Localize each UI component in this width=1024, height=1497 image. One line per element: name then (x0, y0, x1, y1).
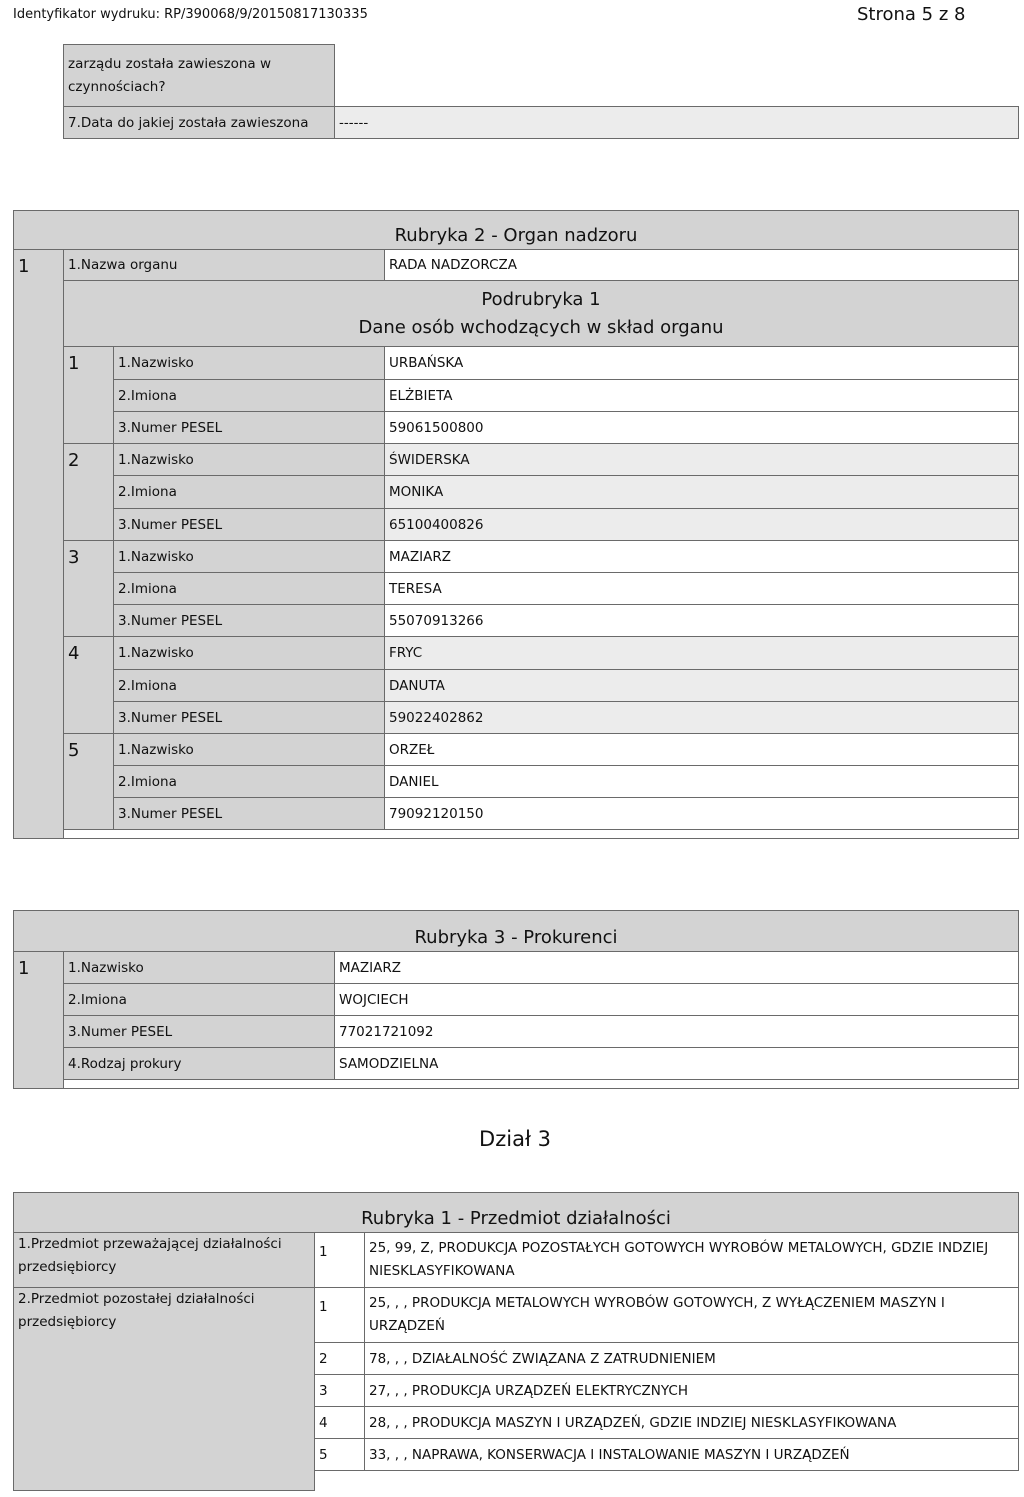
prokurent-names-value: WOJCIECH (335, 984, 1019, 1016)
pesel-label: 3.Numer PESEL (114, 605, 385, 637)
other-activity-number: 4 (315, 1407, 365, 1439)
pesel-value: 55070913266 (385, 605, 1019, 637)
suspension-question-value (335, 45, 1019, 107)
rubryka-2-spacer (64, 830, 1019, 839)
other-activity-number: 1 (315, 1288, 365, 1343)
organ-entry-number: 1 (14, 250, 64, 839)
main-activity-label: 1.Przedmiot przeważającej działalności przedsiębiorcy (14, 1233, 315, 1288)
first-names-label: 2.Imiona (114, 380, 385, 412)
rubryka-2-title: Rubryka 2 - Organ nadzoru (14, 211, 1019, 250)
pesel-label: 3.Numer PESEL (114, 412, 385, 444)
first-names-value: MONIKA (385, 476, 1019, 509)
top-continuation-table (63, 44, 1019, 139)
other-activity-number: 2 (315, 1343, 365, 1375)
rubryka-3-title: Rubryka 3 - Prokurenci (14, 911, 1019, 952)
rubryka-3-table (13, 910, 1019, 1089)
organ-name-label: 1.Nazwa organu (64, 250, 385, 281)
pesel-value: 59022402862 (385, 702, 1019, 734)
rubryka-1-spacer (315, 1471, 1019, 1491)
first-names-value: ELŻBIETA (385, 380, 1019, 412)
person-number: 1 (64, 347, 114, 444)
suspension-question-label: zarządu została zawieszona w czynnościach? (64, 45, 335, 107)
first-names-label: 2.Imiona (114, 670, 385, 702)
other-activity-value: 25, , , PRODUKCJA METALOWYCH WYROBÓW GOTOWYCH, Z WYŁĄCZENIEM MASZYN I URZĄDZEŃ (365, 1288, 1019, 1343)
person-number: 2 (64, 444, 114, 541)
surname-value: ORZEŁ (385, 734, 1019, 766)
first-names-label: 2.Imiona (114, 766, 385, 798)
person-number: 3 (64, 541, 114, 637)
prokurent-names-label: 2.Imiona (64, 984, 335, 1016)
other-activity-number: 5 (315, 1439, 365, 1471)
surname-value: URBAŃSKA (385, 347, 1019, 380)
section-title-dzial-3: Dział 3 (479, 1127, 551, 1151)
first-names-label: 2.Imiona (114, 573, 385, 605)
organ-name-value: RADA NADZORCZA (385, 250, 1019, 281)
suspension-date-label: 7.Data do jakiej została zawieszona (64, 107, 335, 139)
first-names-value: DANUTA (385, 670, 1019, 702)
pesel-label: 3.Numer PESEL (114, 509, 385, 541)
person-number: 5 (64, 734, 114, 830)
dzial-3-rubryka-1-table (13, 1192, 1019, 1491)
prokurent-surname-label: 1.Nazwisko (64, 952, 335, 984)
first-names-value: DANIEL (385, 766, 1019, 798)
rubryka-2-table (13, 210, 1019, 839)
main-activity-value: 25, 99, Z, PRODUKCJA POZOSTAŁYCH GOTOWYCH WYROBÓW METALOWYCH, GDZIE INDZIEJ NIESKLASYFIKOWANA (365, 1233, 1019, 1288)
surname-label: 1.Nazwisko (114, 541, 385, 573)
surname-label: 1.Nazwisko (114, 347, 385, 380)
pesel-value: 65100400826 (385, 509, 1019, 541)
podrubryka-1-line1: Podrubryka 1 (481, 288, 601, 310)
podrubryka-1-title (64, 281, 1019, 347)
rubryka-3-spacer (64, 1080, 1019, 1089)
surname-label: 1.Nazwisko (114, 444, 385, 476)
suspension-date-value: ------ (335, 107, 1019, 139)
prokura-type-label: 4.Rodzaj prokury (64, 1048, 335, 1080)
prokurent-entry-number: 1 (14, 952, 64, 1089)
surname-value: ŚWIDERSKA (385, 444, 1019, 476)
main-activity-number: 1 (315, 1233, 365, 1288)
podrubryka-1-line2: Dane osób wchodzących w skład organu (358, 316, 724, 338)
prokura-type-value: SAMODZIELNA (335, 1048, 1019, 1080)
pesel-value: 79092120150 (385, 798, 1019, 830)
prokurent-pesel-value: 77021721092 (335, 1016, 1019, 1048)
print-identifier: Identyfikator wydruku: RP/390068/9/20150817130335 (13, 7, 368, 22)
prokurent-pesel-label: 3.Numer PESEL (64, 1016, 335, 1048)
other-activity-label: 2.Przedmiot pozostałej działalności przedsiębiorcy (14, 1288, 315, 1491)
prokurent-surname-value: MAZIARZ (335, 952, 1019, 984)
pesel-label: 3.Numer PESEL (114, 702, 385, 734)
pesel-value: 59061500800 (385, 412, 1019, 444)
other-activity-number: 3 (315, 1375, 365, 1407)
surname-value: FRYC (385, 637, 1019, 670)
surname-label: 1.Nazwisko (114, 734, 385, 766)
surname-value: MAZIARZ (385, 541, 1019, 573)
other-activity-value: 28, , , PRODUKCJA MASZYN I URZĄDZEŃ, GDZIE INDZIEJ NIESKLASYFIKOWANA (365, 1407, 1019, 1439)
other-activity-value: 27, , , PRODUKCJA URZĄDZEŃ ELEKTRYCZNYCH (365, 1375, 1019, 1407)
other-activity-value: 33, , , NAPRAWA, KONSERWACJA I INSTALOWANIE MASZYN I URZĄDZEŃ (365, 1439, 1019, 1471)
first-names-label: 2.Imiona (114, 476, 385, 509)
person-number: 4 (64, 637, 114, 734)
page-number: Strona 5 z 8 (857, 4, 966, 25)
other-activity-value: 78, , , DZIAŁALNOŚĆ ZWIĄZANA Z ZATRUDNIENIEM (365, 1343, 1019, 1375)
pesel-label: 3.Numer PESEL (114, 798, 385, 830)
first-names-value: TERESA (385, 573, 1019, 605)
rubryka-1-title: Rubryka 1 - Przedmiot działalności (14, 1193, 1019, 1233)
surname-label: 1.Nazwisko (114, 637, 385, 670)
